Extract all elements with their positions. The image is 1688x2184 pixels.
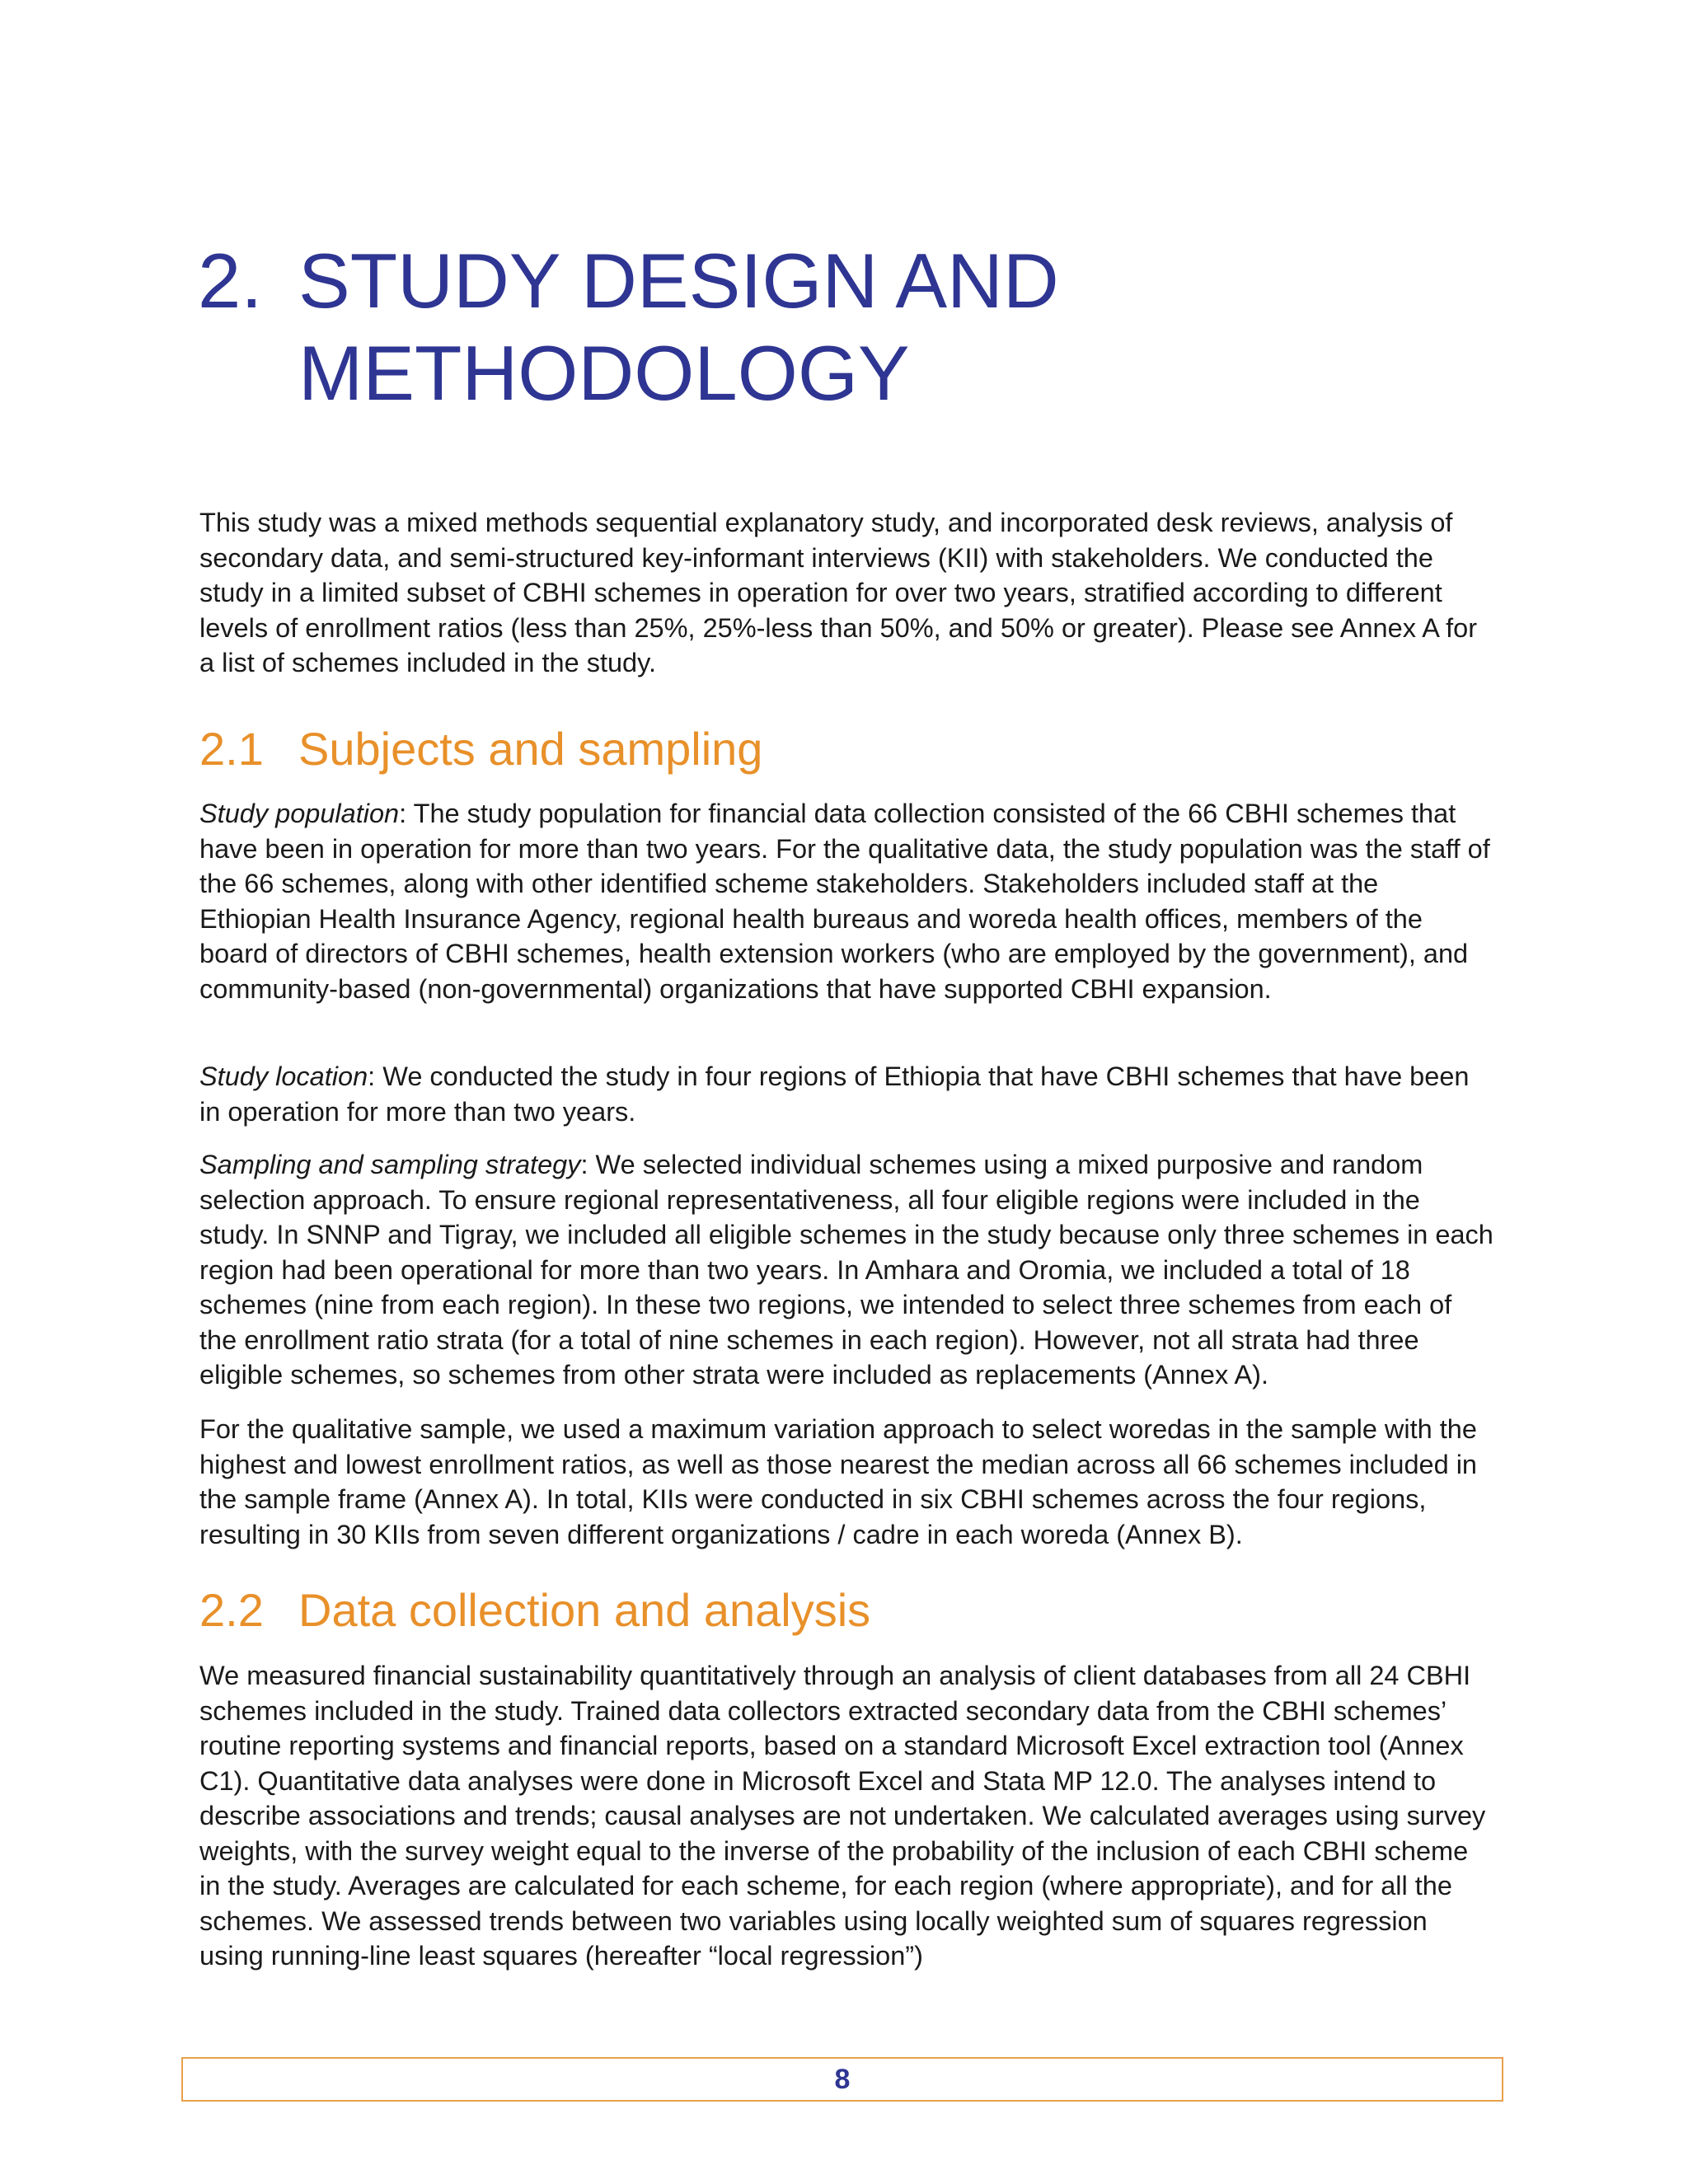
chapter-title-line-2: METHODOLOGY xyxy=(298,330,910,416)
section-title: Subjects and sampling xyxy=(298,723,763,775)
chapter-title xyxy=(198,235,1434,419)
section-heading-2-1 xyxy=(199,722,1493,776)
sampling-strategy-label: Sampling and sampling strategy xyxy=(199,1150,581,1179)
data-collection-paragraph: We measured financial sustainability quantitatively through an analysis of client databases from all 24 CBHI schemes included in the study. Trained data collectors extracted secondary data from the CBHI schemes’ routine reporting systems and financial reports, based on a standard Microsoft Excel extraction tool (Annex C1). Quantitative data analyses were done in Microsoft Excel and Stata MP 12.0. The analyses intend to describe associations and trends; causal analyses are not undertaken. We calculated averages using survey weights, with the survey weight equal to the inverse of the probability of the inclusion of each CBHI scheme in the study. Averages are calculated for each scheme, for each region (where appropriate), and for all the schemes. We assessed trends between two variables using locally weighted sum of squares regression using running-line least squares (hereafter “local regression”) xyxy=(199,1661,1486,1971)
page-number: 8 xyxy=(834,2063,851,2095)
chapter-title-line-1: STUDY DESIGN AND xyxy=(298,237,1059,324)
section-heading-2-2 xyxy=(199,1583,1493,1638)
study-location-text: : We conducted the study in four regions of Ethiopia that have CBHI schemes that have been in operation for more than two years. xyxy=(199,1062,1470,1127)
intro-paragraph: This study was a mixed methods sequential explanatory study, and incorporated desk reviews, analysis of secondary data, and semi-structured key-informant interviews (KII) with stakeholders. We conducted the study in a limited subset of CBHI schemes in operation for over two years, stratified according to different levels of enrollment ratios (less than 25%, 25%-less than 50%, and 50% or greater). Please see Annex A for a list of schemes included in the study. xyxy=(199,508,1478,677)
study-location-label: Study location xyxy=(199,1062,368,1091)
study-location-paragraph xyxy=(199,1059,1493,1129)
study-population-text: : The study population for financial data collection consisted of the 66 CBHI schemes that have been in operation for more than two years. For the qualitative data, the study population was the staff of the 66 schemes, along with other identified scheme stakeholders. Stakeholders included staff at the Ethiopian Health Insurance Agency, regional health bureaus and woreda health offices, members of the board of directors of CBHI schemes, health extension workers (who are employed by the government), and community-based (non-governmental) organizations that have supported CBHI expansion. xyxy=(199,799,1490,1004)
section-number: 2.2 xyxy=(199,1584,264,1636)
section-number: 2.1 xyxy=(199,723,264,775)
chapter-number: 2. xyxy=(198,237,263,324)
study-population-label: Study population xyxy=(199,799,400,828)
sampling-strategy-text: : We selected individual schemes using a mixed purposive and random selection approach. To ensure regional representativeness, all four eligible regions were included in the study. In SNNP and Tigray, we included all eligible schemes in the study because only three schemes in each region had been operational for more than two years. In Amhara and Oromia, we included a total of 18 schemes (nine from each region). In these two regions, we intended to select three schemes from each of the enrollment ratio strata (for a total of nine schemes in each region). However, not all strata had three eligible schemes, so schemes from other strata were included as replacements (Annex A). xyxy=(199,1150,1493,1390)
section-title: Data collection and analysis xyxy=(298,1584,871,1636)
qualitative-sample-paragraph: For the qualitative sample, we used a maximum variation approach to select woredas in the sample with the highest and lowest enrollment ratios, as well as those nearest the median across all 66 schemes included in the sample frame (Annex A). In total, KIIs were conducted in six CBHI schemes across the four regions, resulting in 30 KIIs from seven different organizations / cadre in each woreda (Annex B). xyxy=(199,1414,1478,1549)
sampling-strategy-paragraph xyxy=(199,1147,1493,1393)
page-footer xyxy=(181,2057,1503,2102)
study-population-paragraph xyxy=(199,796,1493,1006)
